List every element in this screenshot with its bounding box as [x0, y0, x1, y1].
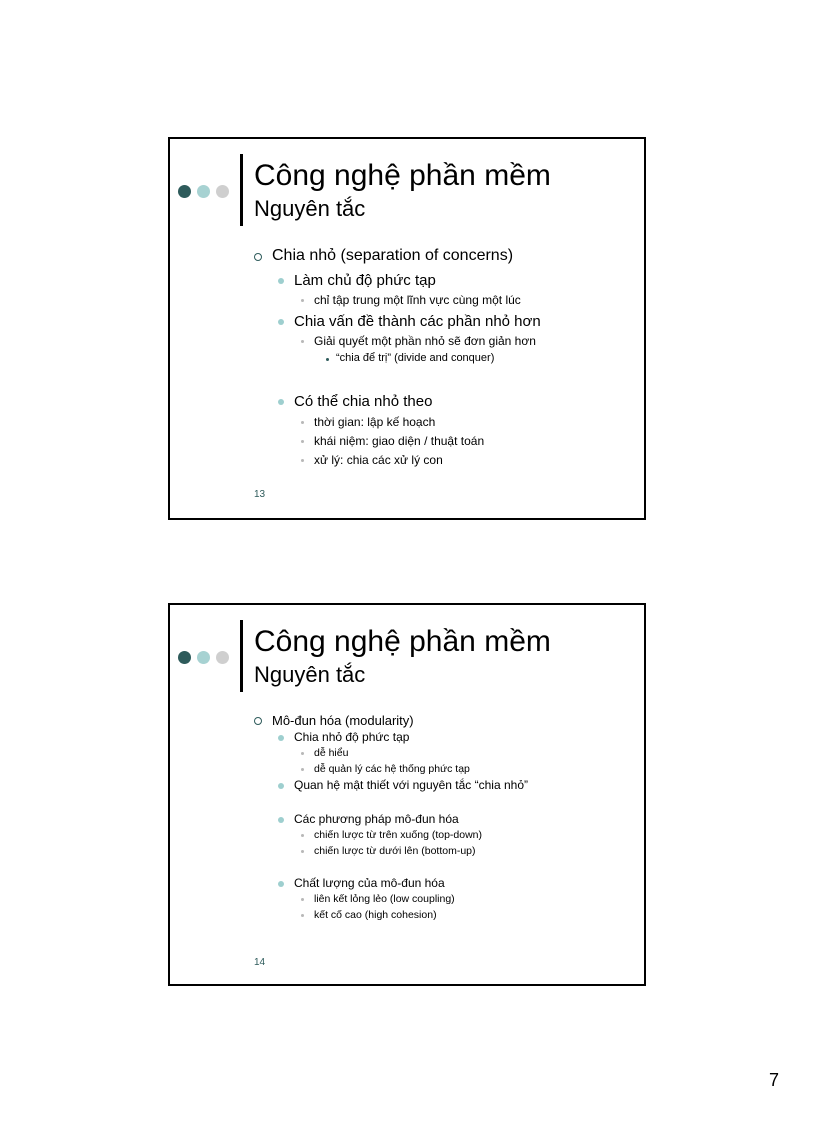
- slide-number: 14: [254, 957, 266, 968]
- slide-number: 13: [254, 489, 266, 500]
- title-divider: [240, 620, 243, 692]
- title-divider: [240, 154, 243, 226]
- slide-14: Công nghệ phần mềm Nguyên tắc Mô-đun hóa (modularity) Chia nhỏ độ phức tạp dễ hiểu dễ quản lý các hệ thống phức tạp Quan hệ mật thiết với nguyên tắc “chia nhỏ” Các phương pháp mô-đun hóa chiến lược từ trên xuống (top-down) chiến lược từ dưới lên (bottom-up) Chất lượng của mô-đun hóa liên kết lỏng lẻo (low coupling) kết cố cao (high cohesion) 14: [168, 603, 646, 986]
- slide-subtitle: Nguyên tắc: [254, 662, 366, 687]
- slide-13: Công nghệ phần mềm Nguyên tắc Chia nhỏ (separation of concerns) Làm chủ độ phức tạp chỉ tập trung một lĩnh vực cùng một lúc Chia vấn đề thành các phần nhỏ hơn Giải quyết một phần nhỏ sẽ đơn giản hơn “chia để trị” (divide and conquer) Có thể chia nhỏ theo thời gian: lập kế hoạch khái niệm: giao diện / thuật toán xử lý: chia các xử lý con 13: [168, 137, 646, 520]
- slide-title: Công nghệ phần mềm: [254, 625, 551, 658]
- slide-subtitle: Nguyên tắc: [254, 196, 366, 221]
- decorative-dots-icon: [178, 185, 234, 199]
- decorative-dots-icon: [178, 651, 234, 665]
- slide-title: Công nghệ phần mềm: [254, 159, 551, 192]
- page-number: 7: [769, 1070, 780, 1090]
